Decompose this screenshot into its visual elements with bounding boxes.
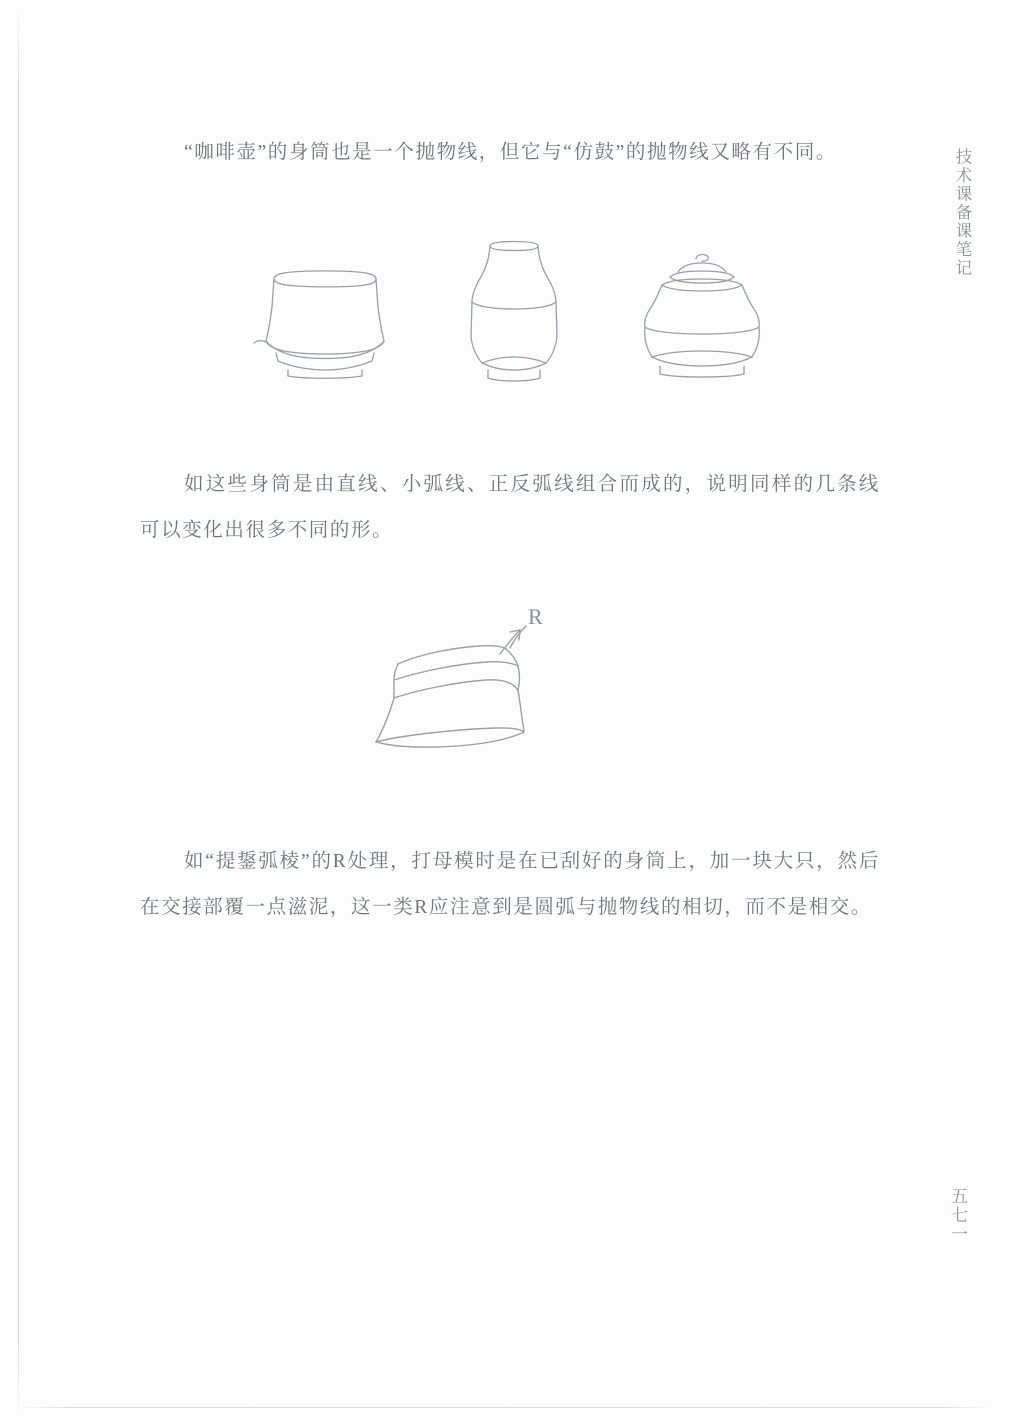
annotation-R: R [528, 604, 543, 629]
figure-three-teapot-body-sketches [140, 232, 880, 392]
page-number: 五七一 [948, 1187, 967, 1244]
paragraph-1: “咖啡壶”的身筒也是一个抛物线，但它与“仿鼓”的抛物线又略有不同。 [184, 142, 837, 163]
arc-edge-R-block-sketch [360, 602, 660, 777]
paragraph-3: 如“提鋬弧棱”的R处理，打母模时是在已刮好的身筒上，加一块大只，然后在交接部覆一点滋泥，这一类R应注意到是圆弧与抛物线的相切，而不是相交。 [140, 851, 880, 918]
figure-arc-edge-R-sketch [140, 602, 880, 777]
teapot-body-sketch-3 [632, 247, 772, 392]
teapot-body-sketch-2 [456, 232, 574, 392]
teapot-body-sketch-1 [248, 257, 398, 392]
paragraph-2: 如这些身筒是由直线、小弧线、正反弧线组合而成的，说明同样的几条线可以变化出很多不同的形。 [140, 474, 880, 541]
page-edge-bottom [18, 1407, 993, 1408]
page-content [140, 130, 880, 931]
running-head: 技术课备课笔记 [953, 148, 972, 278]
page-edge-left [18, 0, 19, 1424]
